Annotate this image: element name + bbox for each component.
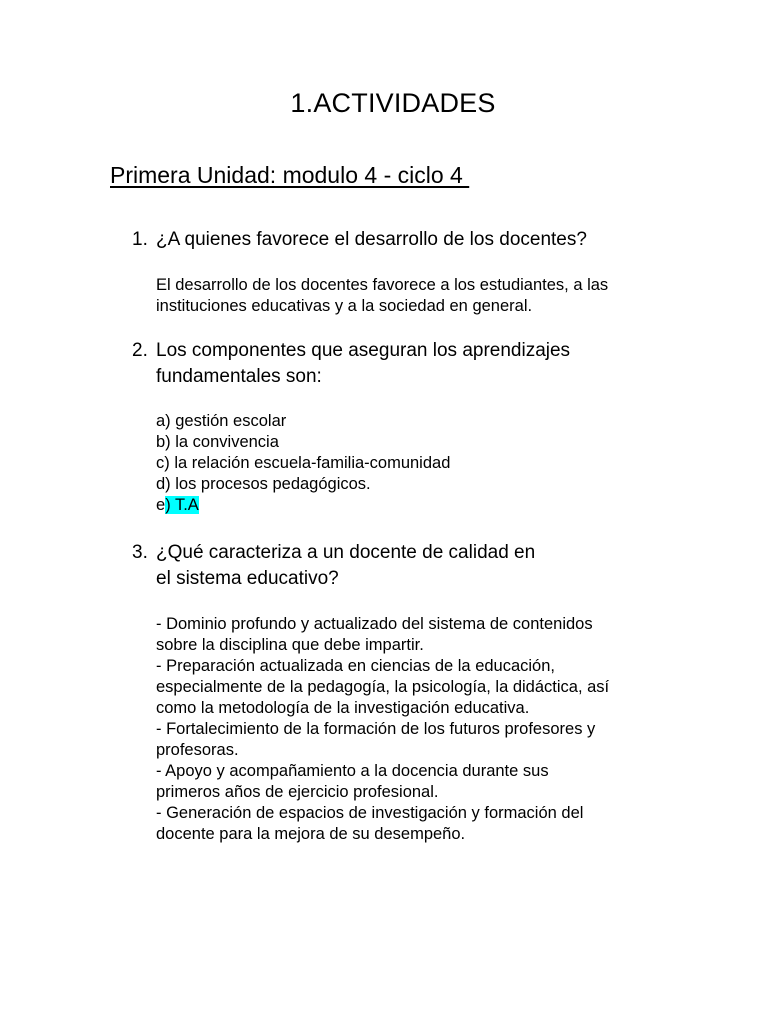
answer-line: sobre la disciplina que debe impartir. [156,636,424,654]
answer-line: - Fortalecimiento de la formación de los futuros profesores y [156,720,596,738]
highlighted-answer: ) T.A [165,496,199,514]
question-number: 2. [132,340,148,361]
question-text: fundamentales son: [156,366,322,387]
option-b: b) la convivencia [156,433,279,451]
question-text: el sistema educativo? [156,568,339,589]
answer-line: - Dominio profundo y actualizado del sistema de contenidos [156,615,593,633]
answer-line: El desarrollo de los docentes favorece a los estudiantes, a las [156,276,609,294]
document-title: 1.ACTIVIDADES [290,88,496,118]
option-e-prefix: e [156,496,166,514]
answer-line: - Preparación actualizada en ciencias de la educación, [156,657,555,675]
answer-line: profesoras. [156,741,239,759]
answer-3 [156,614,609,845]
unit-subtitle: Primera Unidad: modulo 4 - ciclo 4 [110,162,470,188]
answer-line: como la metodología de la investigación educativa. [156,699,530,717]
option-d: d) los procesos pedagógicos. [156,475,371,493]
question-number: 3. [132,542,148,563]
option-c: c) la relación escuela-familia-comunidad [156,454,451,472]
answer-line: - Apoyo y acompañamiento a la docencia durante sus [156,762,549,780]
option-e [156,495,450,516]
answer-line: especialmente de la pedagogía, la psicología, la didáctica, así [156,678,610,696]
answer-line: - Generación de espacios de investigación y formación del [156,804,584,822]
answer-1 [156,275,608,317]
answer-line: docente para la mejora de su desempeño. [156,825,466,843]
answer-line: instituciones educativas y a la sociedad en general. [156,297,533,315]
question-text: Los componentes que aseguran los aprendizajes [156,340,571,361]
question-text: ¿A quienes favorece el desarrollo de los docentes? [156,229,587,250]
question-number: 1. [132,229,148,250]
question-text: ¿Qué caracteriza a un docente de calidad en [156,542,536,563]
answer-2 [156,411,450,516]
option-a: a) gestión escolar [156,412,287,430]
answer-line: primeros años de ejercicio profesional. [156,783,439,801]
